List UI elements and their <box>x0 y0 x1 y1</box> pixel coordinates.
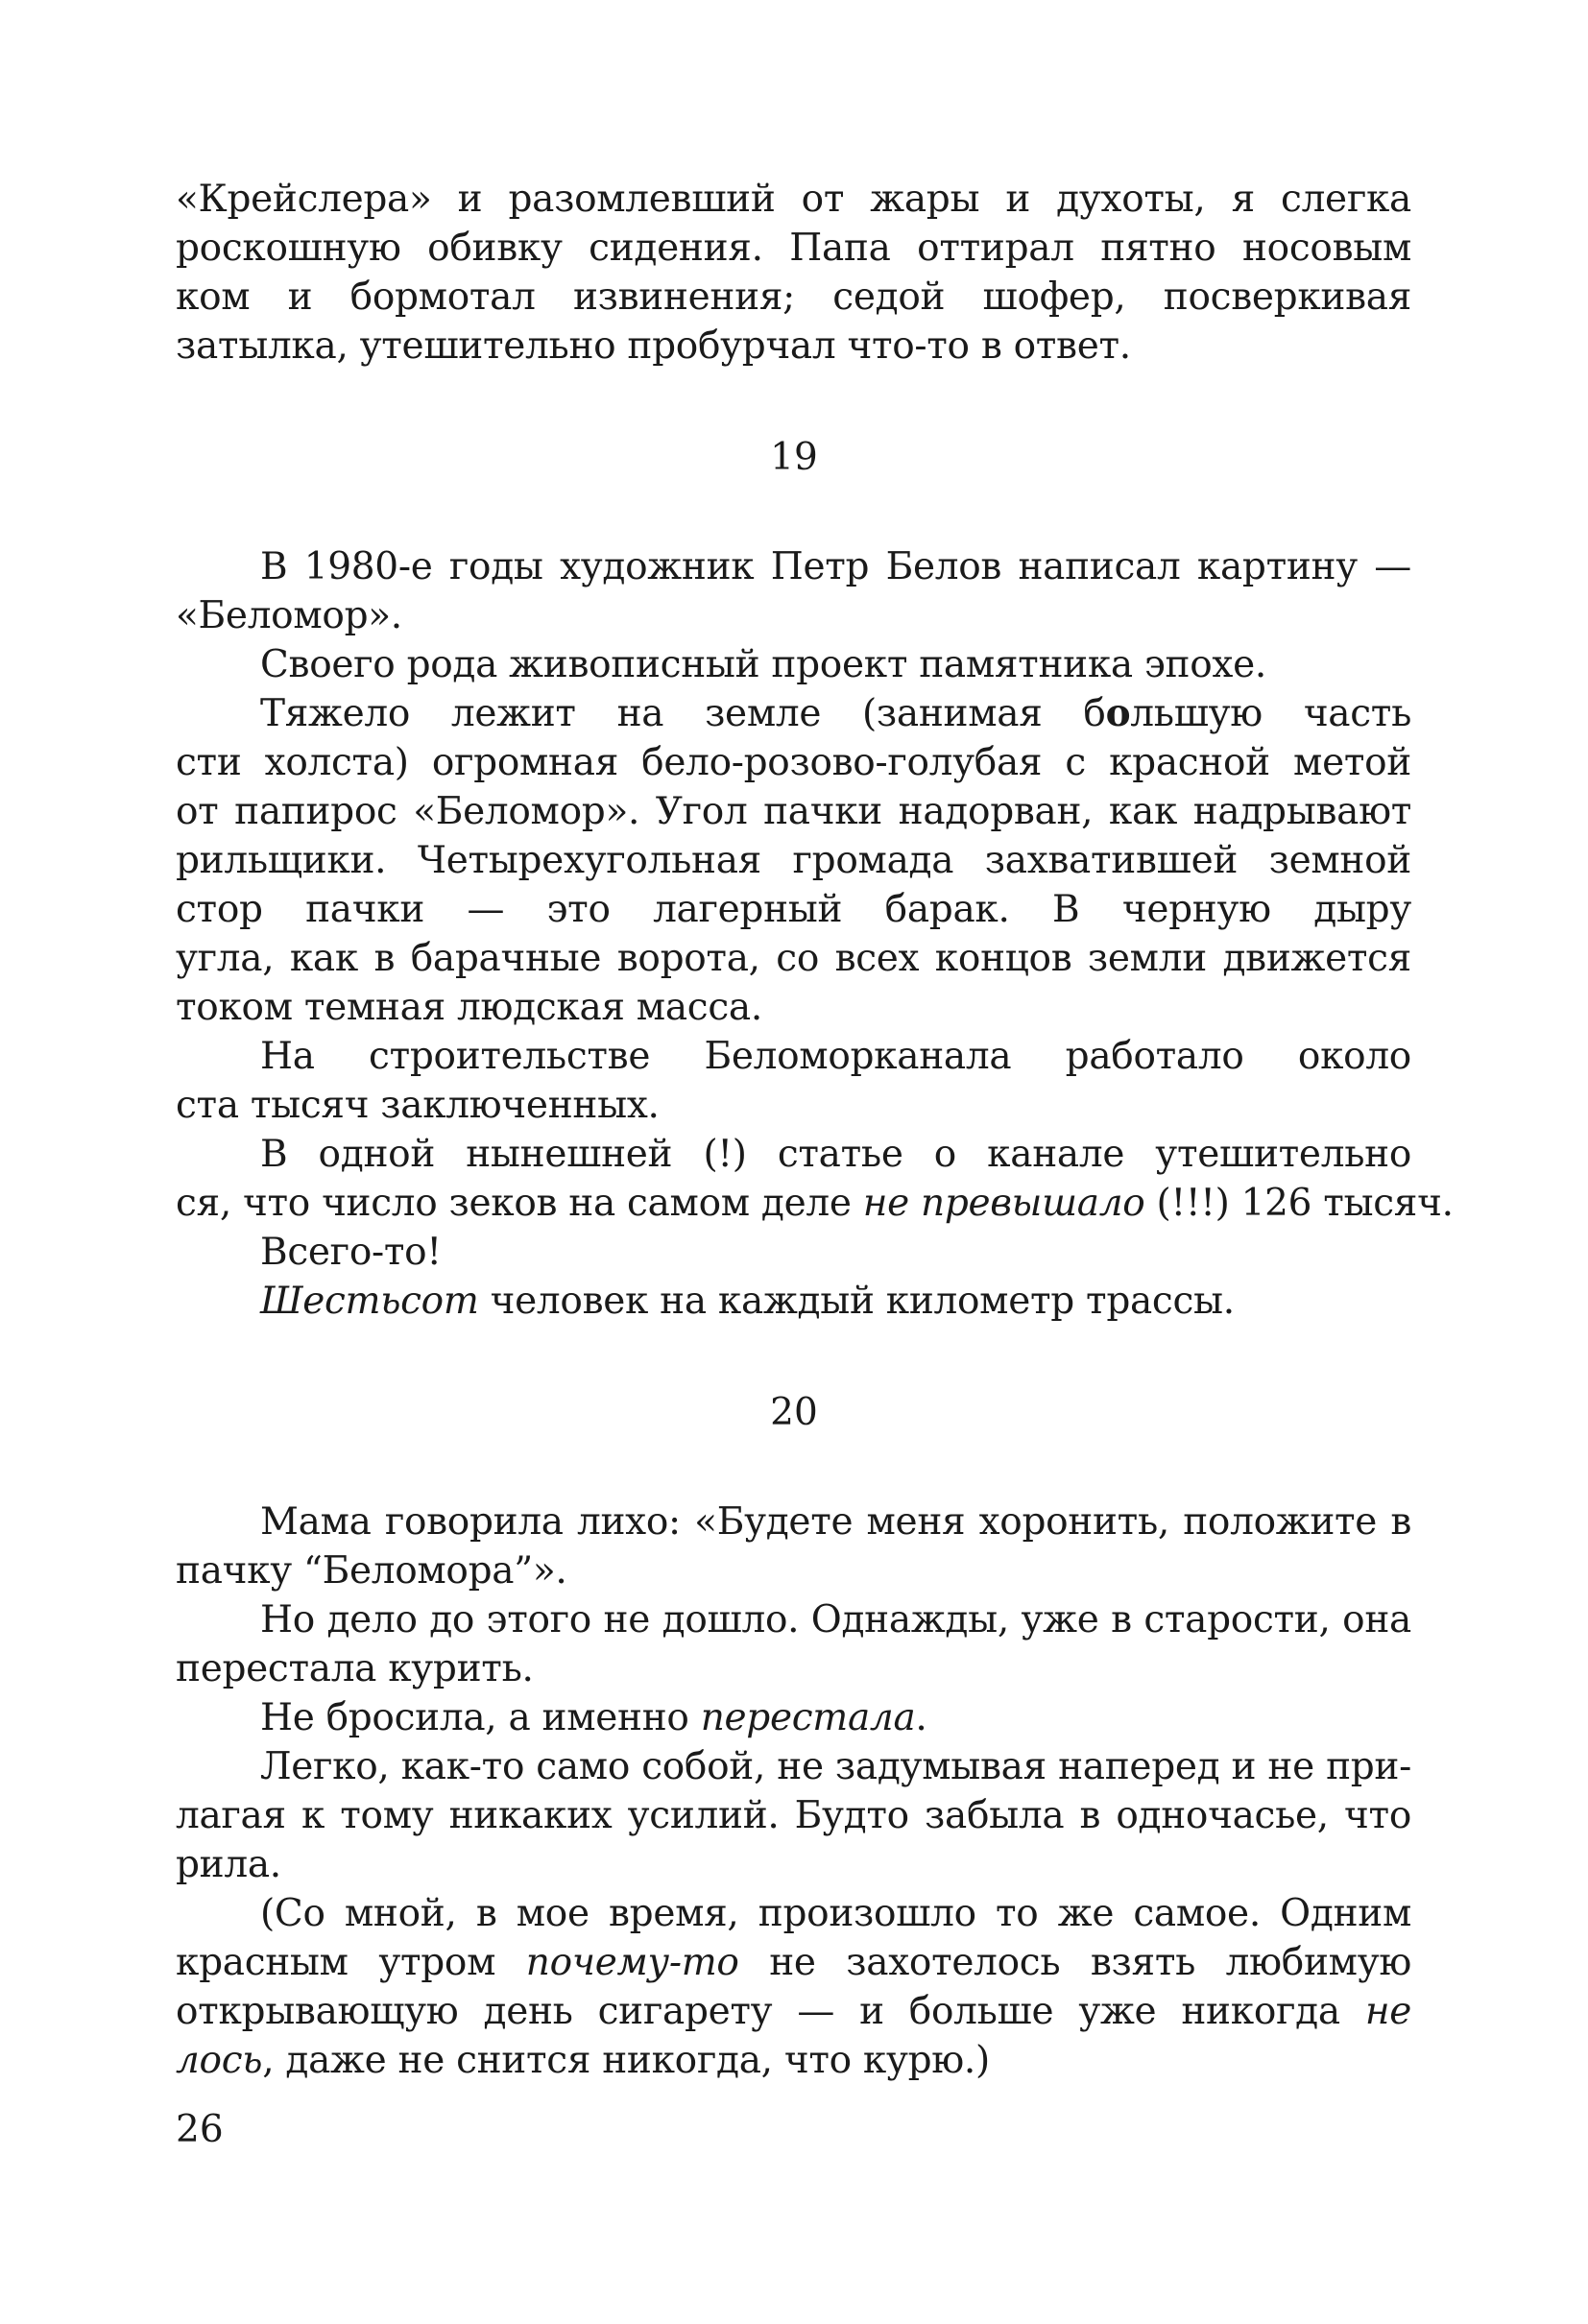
text-line: «Беломор». <box>176 594 402 637</box>
text-span: не захотелось взять любимую <box>769 1941 1411 1984</box>
section-number-20: 20 <box>770 1391 818 1434</box>
section-number-19: 19 <box>770 436 818 479</box>
text-line: «Крейслера» и разомлевший от жары и духоты, я слегка <box>176 178 1411 221</box>
text-line <box>176 689 1411 738</box>
text-line: Легко, как-то само собой, не задумывая наперед и не при- <box>260 1745 1411 1788</box>
text-line <box>176 1693 1411 1742</box>
italic-text: перестала <box>700 1696 916 1739</box>
text-line: роскошную обивку сидения. Папа оттирал пятно носовым <box>176 227 1411 270</box>
italic-text: лось <box>176 2039 263 2082</box>
text-span: открывающую день сигарету — и больше уже никогда <box>176 1990 1365 2033</box>
text-line <box>176 1179 1454 1228</box>
text-line: В 1980-е годы художник Петр Белов написал картину — <box>260 545 1411 588</box>
text-line <box>176 1987 1411 2036</box>
italic-text: не превышало <box>862 1182 1145 1225</box>
text-line: На строительстве Беломорканала работало около <box>260 1035 1411 1078</box>
text-line: В одной нынешней (!) статье о канале утешительно <box>260 1133 1411 1176</box>
text-span: (!!!) 126 тысяч. <box>1144 1182 1454 1225</box>
text-span: . <box>915 1696 927 1739</box>
text-line: затылка, утешительно пробурчал что-то в ответ. <box>176 324 1131 368</box>
text-line: рильщики. Четырехугольная громада захватившей земной <box>176 839 1411 882</box>
section-19-body <box>176 542 1454 1326</box>
bold-accent: о <box>1105 691 1131 735</box>
text-line <box>176 2036 1411 2085</box>
section-20-body <box>176 1497 1411 2085</box>
text-line: Но дело до этого не дошло. Однажды, уже в старости, она <box>260 1598 1411 1641</box>
italic-text: не <box>1364 1990 1411 2033</box>
text-span: ся, что число зеков на самом деле <box>176 1182 863 1225</box>
text-span: Не бросила, а именно <box>260 1696 701 1739</box>
text-line <box>176 1277 1411 1326</box>
text-line: Всего-то! <box>260 1231 442 1274</box>
text-line: Своего рода живописный проект памятника эпохе. <box>260 643 1266 686</box>
text-line: пачку “Беломора”». <box>176 1549 567 1593</box>
text-line: от папирос «Беломор». Угол пачки надорван, как надрывают <box>176 790 1411 833</box>
text-line <box>176 1938 1411 1987</box>
text-line: перестала курить. <box>176 1647 534 1690</box>
text-line: рила. <box>176 1843 281 1886</box>
text-span: Тяжело лежит на земле (занимая б <box>260 692 1106 735</box>
text-line: лагая к тому никаких усилий. Будто забыла в одночасье, что <box>176 1794 1411 1837</box>
text-line: током темная людская масса. <box>176 986 762 1029</box>
text-line: стор пачки — это лагерный барак. В черную дыру <box>176 888 1411 931</box>
text-line: (Со мной, в мое время, произошло то же самое. Одним <box>260 1892 1411 1935</box>
italic-text: почему-то <box>525 1941 739 1984</box>
paragraph-continuation <box>176 175 1411 371</box>
text-span: льшую часть <box>1130 692 1411 735</box>
italic-text: Шестьсот <box>260 1280 479 1323</box>
page-number: 26 <box>176 2108 224 2151</box>
text-span: , даже не снится никогда, что курю.) <box>262 2039 990 2082</box>
text-line: ком и бормотал извинения; седой шофер, посверкивая <box>176 276 1411 319</box>
text-span: человек на каждый километр трассы. <box>478 1280 1235 1323</box>
text-line: сти холста) огромная бело-розово-голубая с красной метой <box>176 741 1411 784</box>
text-line: Мама говорила лихо: «Будете меня хоронить, положите в <box>260 1500 1411 1544</box>
text-line: ста тысяч заключенных. <box>176 1084 660 1127</box>
text-line: угла, как в барачные ворота, со всех концов земли движется <box>176 937 1411 980</box>
text-span: красным утром <box>176 1941 526 1984</box>
